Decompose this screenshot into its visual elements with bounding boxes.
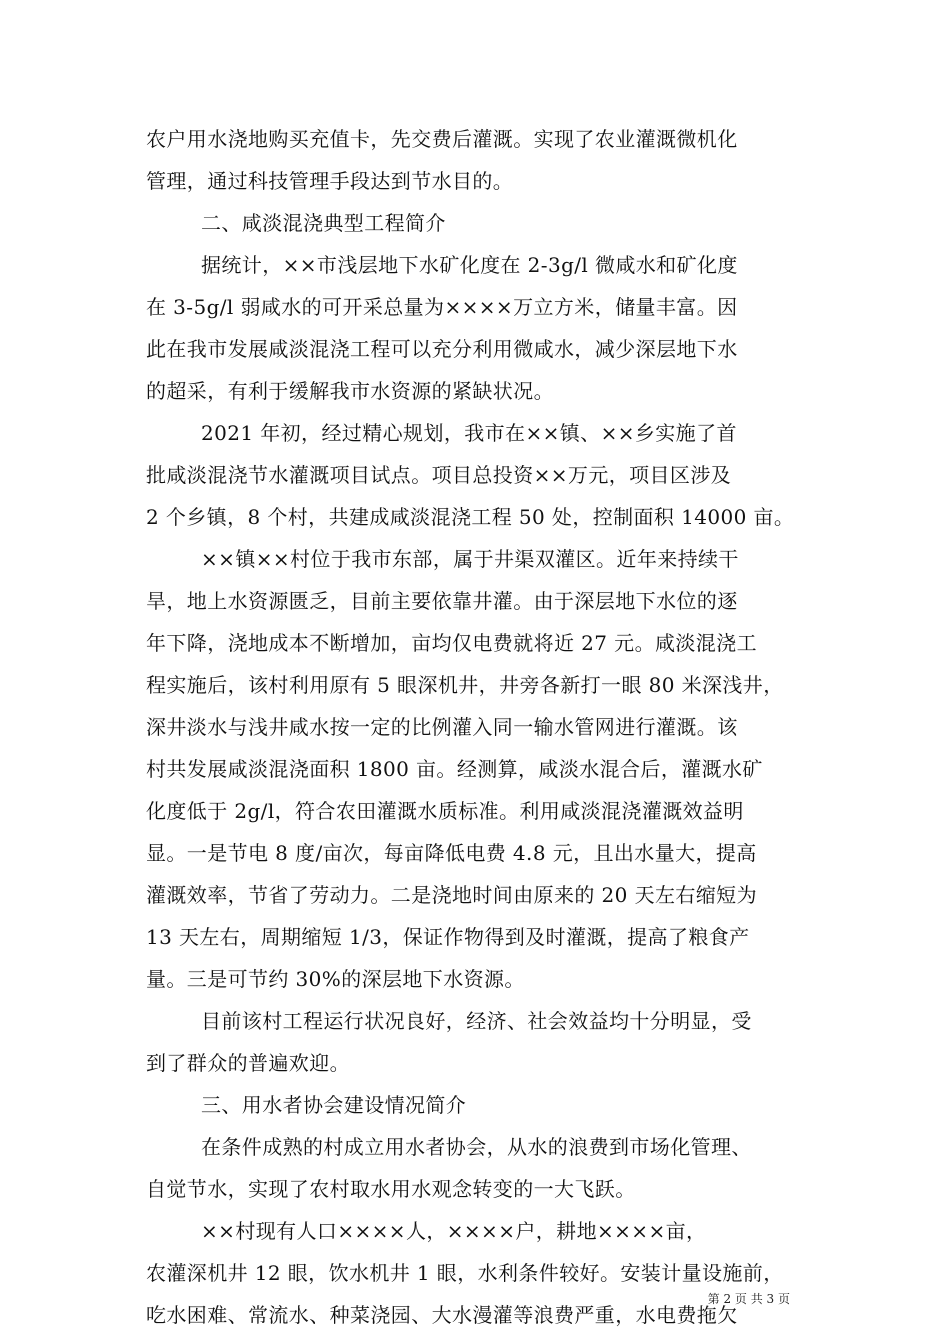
document-body — [146, 118, 811, 1336]
text-line: 13 天左右，周期缩短 1/3，保证作物得到及时灌溉，提高了粮食产 — [146, 925, 750, 949]
section-heading: 三、用水者协会建设情况简介 — [201, 1093, 467, 1117]
text-line: 目前该村工程运行状况良好，经济、社会效益均十分明显，受 — [201, 1009, 752, 1033]
text-line: 化度低于 2g/l，符合农田灌溉水质标准。利用咸淡混浇灌溉效益明 — [146, 799, 744, 823]
text-line: 在条件成熟的村成立用水者协会，从水的浪费到市场化管理、 — [201, 1135, 752, 1159]
text-line: 灌溉效率，节省了劳动力。二是浇地时间由原来的 20 天左右缩短为 — [146, 883, 757, 907]
text-line: 批咸淡混浇节水灌溉项目试点。项目总投资××万元，项目区涉及 — [146, 463, 732, 487]
text-line: 据统计，××市浅层地下水矿化度在 2-3g/l 微咸水和矿化度 — [201, 253, 738, 277]
text-line: 深井淡水与浅井咸水按一定的比例灌入同一输水管网进行灌溉。该 — [146, 715, 738, 739]
section-heading: 二、咸淡混浇典型工程简介 — [201, 211, 446, 235]
text-line: 此在我市发展咸淡混浇工程可以充分利用微咸水，减少深层地下水 — [146, 337, 738, 361]
text-line: 农灌深机井 12 眼，饮水机井 1 眼，水利条件较好。安装计量设施前， — [146, 1261, 784, 1285]
text-line: 2 个乡镇，8 个村，共建成咸淡混浇工程 50 处，控制面积 14000 亩。 — [146, 505, 795, 529]
text-line: 的超采，有利于缓解我市水资源的紧缺状况。 — [146, 379, 554, 403]
text-line: 自觉节水，实现了农村取水用水观念转变的一大飞跃。 — [146, 1177, 636, 1201]
page-number-footer: 第 2 页 共 3 页 — [707, 1292, 790, 1306]
text-line: 到了群众的普遍欢迎。 — [146, 1051, 350, 1075]
text-line: 显。一是节电 8 度/亩次，每亩降低电费 4.8 元，且出水量大，提高 — [146, 841, 757, 865]
text-line: 在 3-5g/l 弱咸水的可开采总量为××××万立方米，储量丰富。因 — [146, 295, 738, 319]
text-line: 管理，通过科技管理手段达到节水目的。 — [146, 169, 514, 193]
text-line: 程实施后，该村利用原有 5 眼深机井，井旁各新打一眼 80 米深浅井， — [146, 673, 784, 697]
text-line: 农户用水浇地购买充值卡，先交费后灌溉。实现了农业灌溉微机化 — [146, 127, 738, 151]
text-line: 吃水困难、常流水、种菜浇园、大水漫灌等浪费严重，水电费拖欠 — [146, 1303, 738, 1327]
text-line: 年下降，浇地成本不断增加，亩均仅电费就将近 27 元。咸淡混浇工 — [146, 631, 757, 655]
text-line: 旱，地上水资源匮乏，目前主要依靠井灌。由于深层地下水位的逐 — [146, 589, 738, 613]
text-line: 2021 年初，经过精心规划，我市在××镇、××乡实施了首 — [201, 421, 737, 445]
text-line: ××镇××村位于我市东部，属于井渠双灌区。近年来持续干 — [201, 547, 739, 571]
text-line: 量。三是可节约 30%的深层地下水资源。 — [146, 967, 525, 991]
text-line: 村共发展咸淡混浇面积 1800 亩。经测算，咸淡水混合后，灌溉水矿 — [146, 757, 763, 781]
text-line: ××村现有人口××××人，××××户，耕地××××亩， — [201, 1219, 707, 1243]
